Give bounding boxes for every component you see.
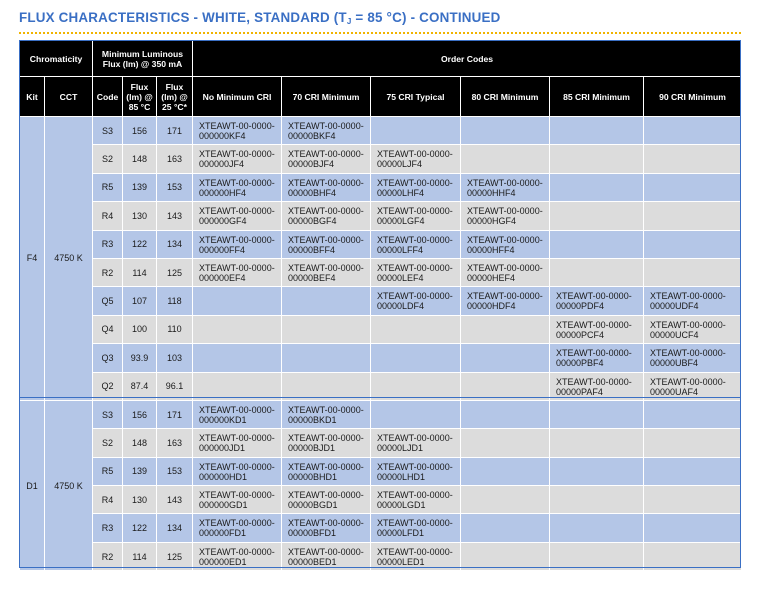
flux-85-cell: 93.9 (123, 344, 157, 372)
order-code-cell (371, 315, 461, 343)
code-cell: S3 (93, 117, 123, 145)
header-row-sub (20, 77, 742, 117)
table-row (20, 117, 742, 145)
flux-25-cell: 153 (157, 457, 193, 485)
order-code-cell (193, 344, 282, 372)
code-cell: Q5 (93, 287, 123, 315)
order-code-cell: XTEAWT-00-0000-00000BGD1 (282, 486, 371, 514)
order-code-cell (644, 258, 742, 286)
code-cell: R4 (93, 486, 123, 514)
order-code-cell (550, 145, 644, 173)
order-code-cell: XTEAWT-00-0000-00000HDF4 (461, 287, 550, 315)
table-row (20, 457, 742, 485)
order-code-cell: XTEAWT-00-0000-00000BJD1 (282, 429, 371, 457)
order-code-cell (550, 400, 644, 428)
header-cct: CCT (45, 77, 93, 117)
order-code-cell (371, 344, 461, 372)
order-code-cell: XTEAWT-00-0000-000000JD1 (193, 429, 282, 457)
order-code-cell (461, 400, 550, 428)
code-cell: R2 (93, 542, 123, 570)
order-code-cell: XTEAWT-00-0000-00000LED1 (371, 542, 461, 570)
flux-25-cell: 125 (157, 542, 193, 570)
title-suffix: = 85 °C) - CONTINUED (351, 10, 501, 25)
order-code-cell: XTEAWT-00-0000-000000FD1 (193, 514, 282, 542)
flux-25-cell: 134 (157, 514, 193, 542)
order-code-cell (550, 514, 644, 542)
header-kit: Kit (20, 77, 45, 117)
flux-85-cell: 148 (123, 429, 157, 457)
order-code-cell (461, 457, 550, 485)
order-code-cell (371, 400, 461, 428)
order-code-cell (461, 344, 550, 372)
order-code-cell: XTEAWT-00-0000-00000BFD1 (282, 514, 371, 542)
flux-85-cell: 139 (123, 457, 157, 485)
order-code-cell (644, 429, 742, 457)
order-code-cell: XTEAWT-00-0000-00000BJF4 (282, 145, 371, 173)
order-code-cell: XTEAWT-00-0000-00000LEF4 (371, 258, 461, 286)
order-code-cell: XTEAWT-00-0000-00000BKF4 (282, 117, 371, 145)
order-code-cell: XTEAWT-00-0000-000000JF4 (193, 145, 282, 173)
kit-cell: F4 (20, 117, 45, 401)
order-code-cell: XTEAWT-00-0000-000000KD1 (193, 400, 282, 428)
order-code-cell: XTEAWT-00-0000-00000PBF4 (550, 344, 644, 372)
flux-85-cell: 87.4 (123, 372, 157, 400)
order-code-cell (461, 429, 550, 457)
order-code-cell (282, 315, 371, 343)
order-code-cell: XTEAWT-00-0000-00000BHD1 (282, 457, 371, 485)
table-row (20, 145, 742, 173)
header-flux-25: Flux (lm) @ 25 °C* (157, 77, 193, 117)
order-code-cell (550, 202, 644, 230)
order-code-cell: XTEAWT-00-0000-00000PCF4 (550, 315, 644, 343)
order-code-cell: XTEAWT-00-0000-00000BKD1 (282, 400, 371, 428)
order-code-cell (371, 117, 461, 145)
header-no-min-cri: No Minimum CRI (193, 77, 282, 117)
order-code-cell (644, 145, 742, 173)
code-cell: R3 (93, 514, 123, 542)
flux-25-cell: 103 (157, 344, 193, 372)
kit-cell: D1 (20, 400, 45, 570)
header-code: Code (93, 77, 123, 117)
flux-25-cell: 125 (157, 258, 193, 286)
order-code-cell (644, 542, 742, 570)
order-code-cell (461, 486, 550, 514)
table-row (20, 258, 742, 286)
order-code-cell: XTEAWT-00-0000-00000LDF4 (371, 287, 461, 315)
table-row (20, 315, 742, 343)
flux-25-cell: 171 (157, 117, 193, 145)
order-code-cell: XTEAWT-00-0000-00000PAF4 (550, 372, 644, 400)
flux-25-cell: 96.1 (157, 372, 193, 400)
order-code-cell (644, 230, 742, 258)
table-row (20, 230, 742, 258)
code-cell: S2 (93, 145, 123, 173)
order-code-cell: XTEAWT-00-0000-000000HD1 (193, 457, 282, 485)
flux-25-cell: 153 (157, 173, 193, 201)
flux-25-cell: 163 (157, 145, 193, 173)
order-code-cell (550, 230, 644, 258)
flux-25-cell: 118 (157, 287, 193, 315)
flux-25-cell: 134 (157, 230, 193, 258)
header-min-flux: Minimum Luminous Flux (lm) @ 350 mA (93, 41, 193, 77)
code-cell: R5 (93, 173, 123, 201)
title-main: FLUX CHARACTERISTICS - WHITE, STANDARD (T (19, 10, 347, 25)
order-code-cell (550, 173, 644, 201)
flux-85-cell: 130 (123, 486, 157, 514)
flux-85-cell: 130 (123, 202, 157, 230)
header-80-cri: 80 CRI Minimum (461, 77, 550, 117)
header-row-top (20, 41, 742, 77)
order-code-cell: XTEAWT-00-0000-00000BED1 (282, 542, 371, 570)
order-code-cell: XTEAWT-00-0000-00000BFF4 (282, 230, 371, 258)
flux-85-cell: 114 (123, 258, 157, 286)
flux-85-cell: 114 (123, 542, 157, 570)
order-code-cell: XTEAWT-00-0000-000000EF4 (193, 258, 282, 286)
code-cell: R4 (93, 202, 123, 230)
order-code-cell (644, 514, 742, 542)
header-order-codes: Order Codes (193, 41, 742, 77)
order-code-cell (550, 258, 644, 286)
order-code-cell (282, 344, 371, 372)
order-code-cell (461, 514, 550, 542)
order-code-cell: XTEAWT-00-0000-00000HGF4 (461, 202, 550, 230)
header-flux-85: Flux (lm) @ 85 °C (123, 77, 157, 117)
flux-table (19, 40, 742, 571)
order-code-cell (461, 542, 550, 570)
order-code-cell (550, 117, 644, 145)
order-code-cell: XTEAWT-00-0000-000000ED1 (193, 542, 282, 570)
order-code-cell: XTEAWT-00-0000-00000BHF4 (282, 173, 371, 201)
order-code-cell: XTEAWT-00-0000-000000KF4 (193, 117, 282, 145)
flux-25-cell: 143 (157, 486, 193, 514)
order-code-cell: XTEAWT-00-0000-00000HFF4 (461, 230, 550, 258)
table-row (20, 173, 742, 201)
table-body (20, 117, 742, 571)
flux-85-cell: 122 (123, 514, 157, 542)
order-code-cell: XTEAWT-00-0000-000000GD1 (193, 486, 282, 514)
order-code-cell (193, 315, 282, 343)
order-code-cell: XTEAWT-00-0000-000000GF4 (193, 202, 282, 230)
order-code-cell: XTEAWT-00-0000-00000LJD1 (371, 429, 461, 457)
flux-85-cell: 148 (123, 145, 157, 173)
table-row (20, 202, 742, 230)
order-code-cell: XTEAWT-00-0000-00000UAF4 (644, 372, 742, 400)
header-85-cri: 85 CRI Minimum (550, 77, 644, 117)
code-cell: R3 (93, 230, 123, 258)
order-code-cell (644, 400, 742, 428)
flux-85-cell: 122 (123, 230, 157, 258)
order-code-cell: XTEAWT-00-0000-00000HEF4 (461, 258, 550, 286)
order-code-cell (550, 486, 644, 514)
order-code-cell (193, 287, 282, 315)
order-code-cell: XTEAWT-00-0000-000000HF4 (193, 173, 282, 201)
page-title (19, 10, 501, 26)
code-cell: S3 (93, 400, 123, 428)
flux-85-cell: 107 (123, 287, 157, 315)
order-code-cell: XTEAWT-00-0000-00000PDF4 (550, 287, 644, 315)
flux-85-cell: 156 (123, 400, 157, 428)
title-subscript: J (346, 17, 352, 26)
flux-25-cell: 171 (157, 400, 193, 428)
order-code-cell: XTEAWT-00-0000-00000LGF4 (371, 202, 461, 230)
flux-25-cell: 163 (157, 429, 193, 457)
order-code-cell: XTEAWT-00-0000-00000LFF4 (371, 230, 461, 258)
header-75-cri: 75 CRI Typical (371, 77, 461, 117)
flux-85-cell: 156 (123, 117, 157, 145)
order-code-cell: XTEAWT-00-0000-00000LGD1 (371, 486, 461, 514)
order-code-cell: XTEAWT-00-0000-00000HHF4 (461, 173, 550, 201)
table-row (20, 429, 742, 457)
header-70-cri: 70 CRI Minimum (282, 77, 371, 117)
order-code-cell: XTEAWT-00-0000-00000BEF4 (282, 258, 371, 286)
table-row (20, 542, 742, 570)
header-90-cri: 90 CRI Minimum (644, 77, 742, 117)
order-code-cell (461, 117, 550, 145)
flux-25-cell: 110 (157, 315, 193, 343)
table-row (20, 287, 742, 315)
order-code-cell (644, 202, 742, 230)
order-code-cell (550, 457, 644, 485)
flux-85-cell: 139 (123, 173, 157, 201)
order-code-cell: XTEAWT-00-0000-00000BGF4 (282, 202, 371, 230)
order-code-cell: XTEAWT-00-0000-00000LJF4 (371, 145, 461, 173)
table-row (20, 400, 742, 428)
order-code-cell (461, 145, 550, 173)
code-cell: Q4 (93, 315, 123, 343)
code-cell: Q2 (93, 372, 123, 400)
code-cell: S2 (93, 429, 123, 457)
order-code-cell (644, 117, 742, 145)
order-code-cell: XTEAWT-00-0000-00000LFD1 (371, 514, 461, 542)
order-code-cell (644, 457, 742, 485)
order-code-cell (461, 315, 550, 343)
title-divider (19, 32, 741, 34)
order-code-cell (282, 287, 371, 315)
code-cell: Q3 (93, 344, 123, 372)
order-code-cell (550, 429, 644, 457)
order-code-cell: XTEAWT-00-0000-000000FF4 (193, 230, 282, 258)
group-separator (19, 397, 741, 398)
table-row (20, 514, 742, 542)
code-cell: R2 (93, 258, 123, 286)
cct-cell: 4750 K (45, 117, 93, 401)
flux-85-cell: 100 (123, 315, 157, 343)
table-row (20, 486, 742, 514)
cct-cell: 4750 K (45, 400, 93, 570)
order-code-cell: XTEAWT-00-0000-00000LHF4 (371, 173, 461, 201)
header-chromaticity: Chromaticity (20, 41, 93, 77)
order-code-cell (550, 542, 644, 570)
table-row (20, 344, 742, 372)
order-code-cell (644, 173, 742, 201)
order-code-cell: XTEAWT-00-0000-00000LHD1 (371, 457, 461, 485)
code-cell: R5 (93, 457, 123, 485)
order-code-cell: XTEAWT-00-0000-00000UBF4 (644, 344, 742, 372)
order-code-cell: XTEAWT-00-0000-00000UCF4 (644, 315, 742, 343)
order-code-cell (644, 486, 742, 514)
order-code-cell: XTEAWT-00-0000-00000UDF4 (644, 287, 742, 315)
flux-25-cell: 143 (157, 202, 193, 230)
